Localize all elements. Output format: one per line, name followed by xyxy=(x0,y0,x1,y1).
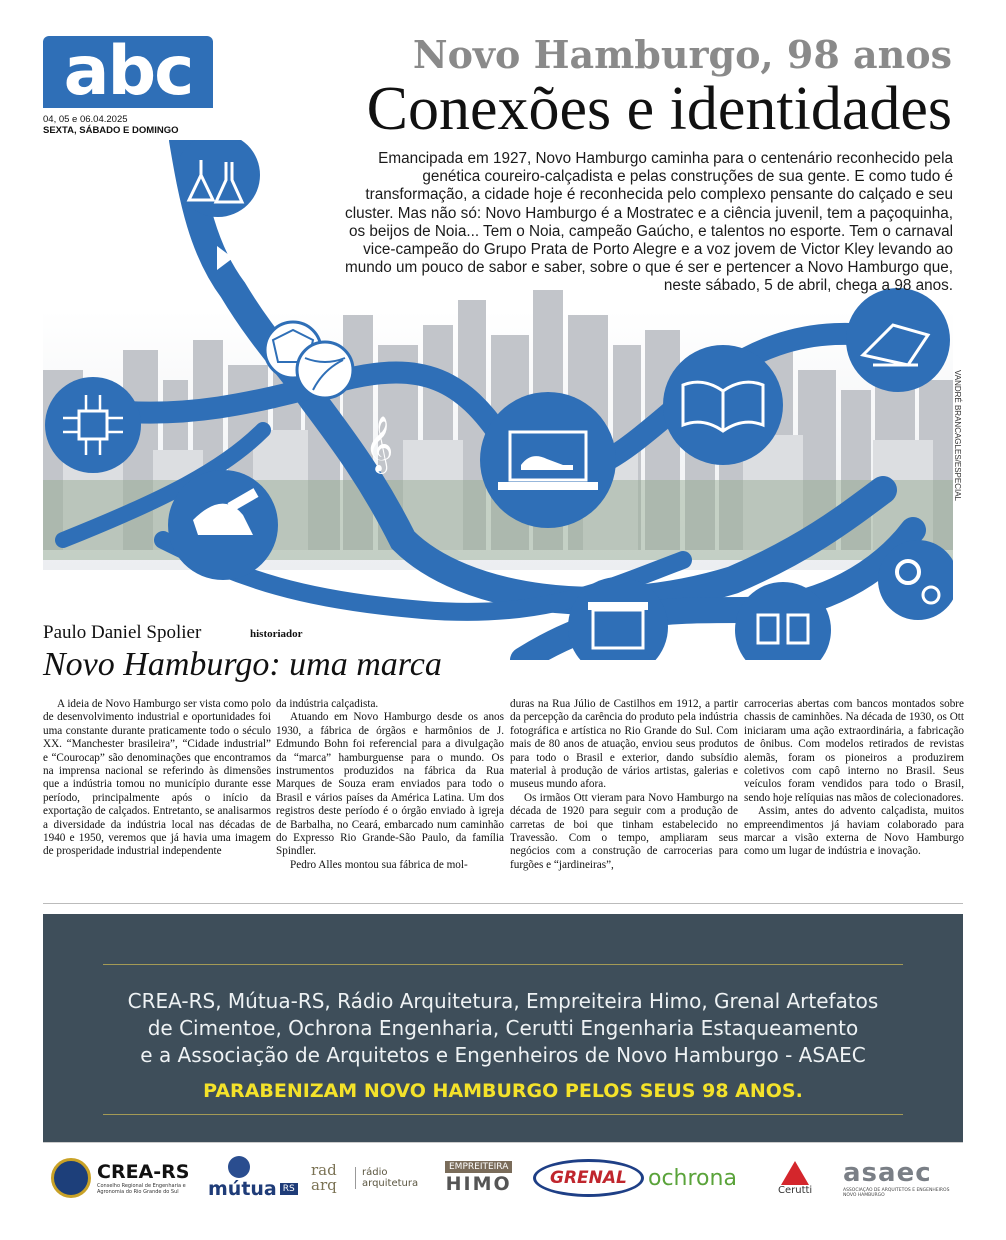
asaec-logo xyxy=(843,1153,953,1203)
intro-paragraph: Emancipada em 1927, Novo Hamburgo caminha para o centenário reconhecido pela genética coureiro-calçadista e pelas construções de sua gente. E como tudo é transformação, a cidade hoje é reconhecida pelo complexo pensante do calçado e seu cluster. Mas não só: Novo Hamburgo é a Mostratec e a ciência juvenil, tem a paçoquinha, os beijos de Noia... Tem o Noia, campeão Gaúcho, e talentos no esporte. Tem o carnaval vice-campeão do Grupo Prata de Porto Alegre e a voz jovem de Victor Kley levando ao mundo um pouco de sabor e saber, sobre o que é ser e pertencer a Novo Hamburgo que, neste sábado, 5 de abril, chega a 98 anos. xyxy=(345,150,953,295)
grenal-logo xyxy=(533,1153,644,1203)
asaec-name: asaec xyxy=(843,1158,932,1188)
days-line: SEXTA, SÁBADO E DOMINGO xyxy=(43,125,179,136)
page-title: Conexões e identidades xyxy=(366,75,952,143)
ochrona-logo xyxy=(648,1153,737,1203)
crea-seal-icon xyxy=(51,1158,91,1198)
radarq-mark: rad arq xyxy=(311,1161,337,1194)
kicker: Novo Hamburgo, 98 anos xyxy=(412,32,952,77)
abc-logo: abc xyxy=(43,36,213,108)
ochrona-name: ochrona xyxy=(648,1165,737,1191)
dates-line: 04, 05 e 06.04.2025 xyxy=(43,114,128,125)
ad-bottom-rule xyxy=(103,1114,903,1115)
radio-name: rádio arquitetura xyxy=(355,1167,432,1189)
open-book-icon xyxy=(663,345,783,465)
svg-text:𝄞: 𝄞 xyxy=(365,416,394,472)
cerutti-triangle-icon xyxy=(781,1161,809,1185)
paragraph: Assim, antes do advento calçadista, muitos empreendimentos já haviam colaborado para marcar a visão externa de Novo Hamburgo como um lugar de indústria e inovação. xyxy=(744,805,964,858)
radio-arquitetura-logo xyxy=(311,1153,432,1203)
paragraph: da indústria calçadista. xyxy=(276,698,379,710)
volleyball-icon xyxy=(297,342,353,398)
ad-headline: PARABENIZAM NOVO HAMBURGO PELOS SEUS 98 ANOS. xyxy=(203,1080,803,1102)
sponsor-logos-strip xyxy=(43,1142,963,1211)
ad-top-rule xyxy=(103,964,903,965)
grenal-name: GRENAL xyxy=(533,1159,644,1197)
advertisement xyxy=(43,914,963,1142)
edition-dates xyxy=(43,114,178,136)
cerutti-logo xyxy=(778,1153,812,1203)
crea-rs-logo xyxy=(51,1153,207,1203)
laptop-sneaker-icon xyxy=(480,392,616,528)
paragraph: A ideia de Novo Hamburgo ser vista como polo de desenvolvimento industrial e oportunidades foi uma constante durante praticamente todo o século XX. “Manchester brasileira”, “Cidade industrial” e “Courocap” são denominações que encontramos na imprensa nacional se referindo às dimensões que a indústria tomou no município durante esse período, principalmente após o início da exportação de calçados. Entretanto, se analisarmos a diversidade da indústria local nas décadas de 1940 e 1950, veremos que já havia uma imagem de prosperidade industrial independente xyxy=(43,698,271,858)
divider xyxy=(43,903,963,904)
mutua-rs-badge: RS xyxy=(280,1183,298,1195)
shoe-roof-icon xyxy=(846,288,950,392)
article-column-3 xyxy=(510,698,738,872)
ad-line: CREA-RS, Mútua-RS, Rádio Arquitetura, Empreiteira Himo, Grenal Artefatos xyxy=(127,989,879,1013)
cerutti-name: Cerutti xyxy=(778,1184,813,1196)
paragraph: carrocerias abertas com bancos montados sobre chassis de caminhões. Na década de 1930, os Ott iniciaram uma ação extraordinária, a fabricação de ônibus. Com modelos retirados de revistas alemãs, foram os pioneiros a produzirem coletivos com capô interno no Brasil. Seus veículos foram vendidos para todo o Brasil, sendo hoje relíquias nas mãos de colecionadores. xyxy=(744,698,964,804)
crea-name: CREA-RS xyxy=(97,1161,190,1183)
himo-name: HIMO xyxy=(445,1173,512,1195)
paragraph: duras na Rua Júlio de Castilhos em 1912, a partir da percepção da carência do produto pela indústria fotográfica e artística no Rio Grande do Sul. Com mais de 80 anos de atuação, enviou seus produtos para todo o Brasil e exterior, dando subsídio material à produção de vários artistas, galerias e museus mundo afora. xyxy=(510,698,738,791)
paragraph: Pedro Alles montou sua fábrica de mol- xyxy=(290,858,468,871)
paragraph: Atuando em Novo Hamburgo desde os anos 1930, a fábrica de órgãos e harmônios de J. Edmundo Bohn foi referencial para a divulgação da “marca” hamburguense para o mundo. Os instrumentos produzidos na fábrica da Rua Marques de Souza eram enviados para todo o Brasil e vários países da América Latina. Um dos registros deste período é o órgão enviado à igreja de Barbalha, no Ceará, embarcado num caminhão do Expresso Rio Grande-São Paulo, da família Spindler. xyxy=(276,711,504,858)
mutua-logo xyxy=(208,1153,298,1203)
author-name: Paulo Daniel Spolier xyxy=(43,622,202,643)
mutua-name: mútua xyxy=(208,1178,277,1200)
article-column-2 xyxy=(276,698,504,872)
asaec-subtitle: ASSOCIAÇÃO DE ARQUITETOS E ENGENHEIROS NOVO HAMBURGO xyxy=(843,1188,950,1198)
mutua-figure-icon xyxy=(228,1156,250,1178)
empreiteira-label: EMPREITEIRA xyxy=(445,1161,512,1173)
article-title: Novo Hamburgo: uma marca xyxy=(43,646,442,683)
author-role: historiador xyxy=(250,628,303,640)
article-column-1 xyxy=(43,698,271,859)
photo-credit: VANDRÉ BRANCAGLES/ESPECIAL xyxy=(953,370,962,502)
empreiteira-himo-logo xyxy=(445,1153,512,1203)
ad-sponsors-text xyxy=(43,988,963,1069)
treble-clef-icon xyxy=(365,416,393,474)
crea-subtitle: Conselho Regional de Engenharia e Agronomia do Rio Grande do Sul xyxy=(97,1183,186,1195)
circuit-chip-icon xyxy=(45,377,141,473)
paragraph: Os irmãos Ott vieram para Novo Hamburgo na década de 1920 para seguir com a produção de carretas de boi que tinham estabelecido no Travessão. Com o tempo, ampliaram seus negócios com a construção de carrocerias para furgões e “jardineiras”, xyxy=(510,791,738,871)
ad-line: e a Associação de Arquitetos e Engenheiros de Novo Hamburgo - ASAEC xyxy=(140,1043,866,1067)
shoemaker-hammer-icon xyxy=(168,470,278,580)
article-column-4 xyxy=(744,698,964,859)
ad-line: de Cimentoe, Ochrona Engenharia, Cerutti Engenharia Estaqueamento xyxy=(147,1016,859,1040)
